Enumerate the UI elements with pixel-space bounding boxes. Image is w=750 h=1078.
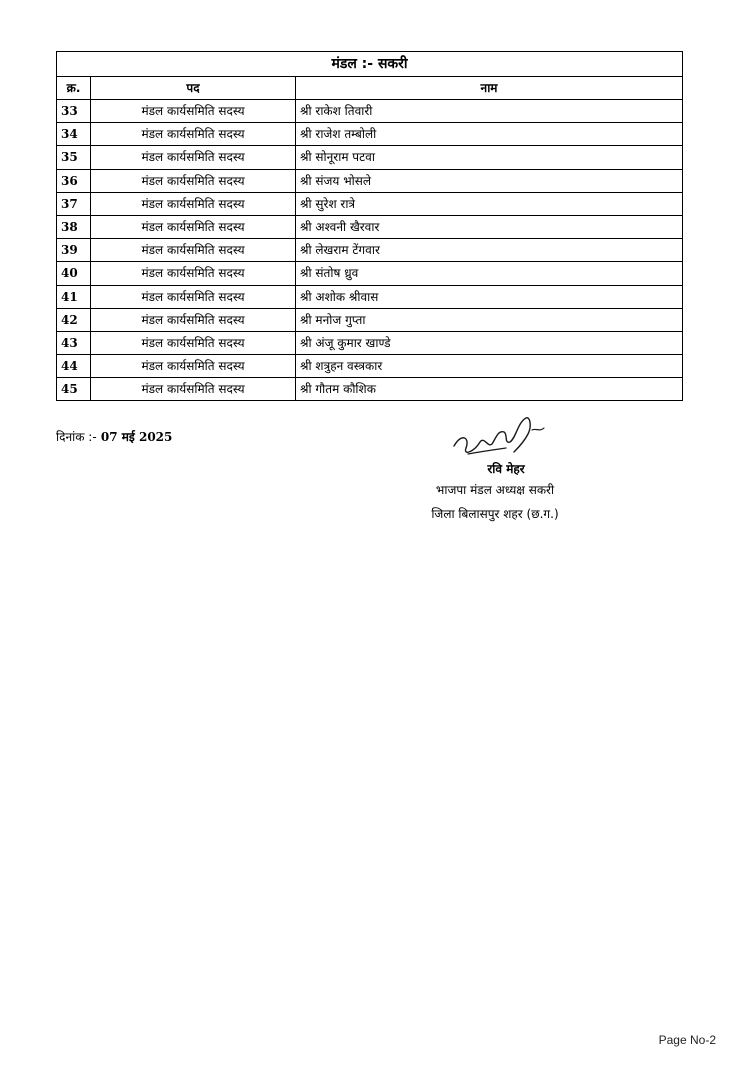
- table-row: [57, 169, 683, 192]
- row-post: मंडल कार्यसमिति सदस्य: [91, 285, 296, 308]
- row-post: मंडल कार्यसमिति सदस्य: [91, 262, 296, 285]
- row-serial: 36: [57, 169, 91, 192]
- row-name: श्री सुरेश रात्रे: [296, 192, 683, 215]
- table-row: [57, 239, 683, 262]
- row-serial: 40: [57, 262, 91, 285]
- table-header-row: [57, 77, 683, 100]
- member-table: [56, 51, 683, 401]
- date-value: 07 मई 2025: [100, 430, 173, 444]
- header-serial: क्र.: [57, 77, 91, 100]
- date-label: दिनांक :-: [56, 430, 97, 444]
- row-name: श्री गौतम कौशिक: [296, 378, 683, 401]
- row-name: श्री संतोष ध्रुव: [296, 262, 683, 285]
- header-name: नाम: [296, 77, 683, 100]
- table-row: [57, 192, 683, 215]
- row-serial: 45: [57, 378, 91, 401]
- header-post: पद: [91, 77, 296, 100]
- row-post: मंडल कार्यसमिति सदस्य: [91, 378, 296, 401]
- table-row: [57, 146, 683, 169]
- row-post: मंडल कार्यसमिति सदस्य: [91, 239, 296, 262]
- row-post: मंडल कार्यसमिति सदस्य: [91, 146, 296, 169]
- row-serial: 41: [57, 285, 91, 308]
- row-post: मंडल कार्यसमिति सदस्य: [91, 192, 296, 215]
- row-name: श्री सोनूराम पटवा: [296, 146, 683, 169]
- row-post: मंडल कार्यसमिति सदस्य: [91, 308, 296, 331]
- table-row: [57, 285, 683, 308]
- row-name: श्री अश्वनी खैरवार: [296, 215, 683, 238]
- table-title-row: [57, 52, 683, 77]
- table-row: [57, 378, 683, 401]
- row-serial: 33: [57, 100, 91, 123]
- designation-line: भाजपा मंडल अध्यक्ष सकरी: [435, 483, 555, 497]
- table-title: मंडल :- सकरी: [57, 52, 683, 77]
- row-serial: 43: [57, 331, 91, 354]
- row-serial: 39: [57, 239, 91, 262]
- row-post: मंडल कार्यसमिति सदस्य: [91, 215, 296, 238]
- row-post: मंडल कार्यसमिति सदस्य: [91, 331, 296, 354]
- row-serial: 34: [57, 123, 91, 146]
- row-post: मंडल कार्यसमिति सदस्य: [91, 355, 296, 378]
- row-name: श्री राकेश तिवारी: [296, 100, 683, 123]
- row-name: श्री शत्रुहन वस्त्रकार: [296, 355, 683, 378]
- row-serial: 42: [57, 308, 91, 331]
- table-row: [57, 331, 683, 354]
- row-name: श्री अंजू कुमार खाण्डे: [296, 331, 683, 354]
- row-name: श्री संजय भोसले: [296, 169, 683, 192]
- date-line: [56, 428, 172, 445]
- signatory-designation: [400, 478, 590, 526]
- table-row: [57, 215, 683, 238]
- row-serial: 38: [57, 215, 91, 238]
- row-name: श्री अशोक श्रीवास: [296, 285, 683, 308]
- table-row: [57, 100, 683, 123]
- row-serial: 37: [57, 192, 91, 215]
- table-row: [57, 355, 683, 378]
- row-serial: 44: [57, 355, 91, 378]
- row-name: श्री लेखराम टेंगवार: [296, 239, 683, 262]
- row-post: मंडल कार्यसमिति सदस्य: [91, 100, 296, 123]
- signatory-name: रवि मेहर: [487, 462, 525, 476]
- table-row: [57, 262, 683, 285]
- designation-line: जिला बिलासपुर शहर (छ.ग.): [431, 507, 559, 521]
- table-row: [57, 123, 683, 146]
- row-serial: 35: [57, 146, 91, 169]
- row-post: मंडल कार्यसमिति सदस्य: [91, 123, 296, 146]
- row-post: मंडल कार्यसमिति सदस्य: [91, 169, 296, 192]
- table-row: [57, 308, 683, 331]
- page-number: Page No-2: [658, 1033, 716, 1047]
- row-name: श्री मनोज गुप्ता: [296, 308, 683, 331]
- row-name: श्री राजेश तम्बोली: [296, 123, 683, 146]
